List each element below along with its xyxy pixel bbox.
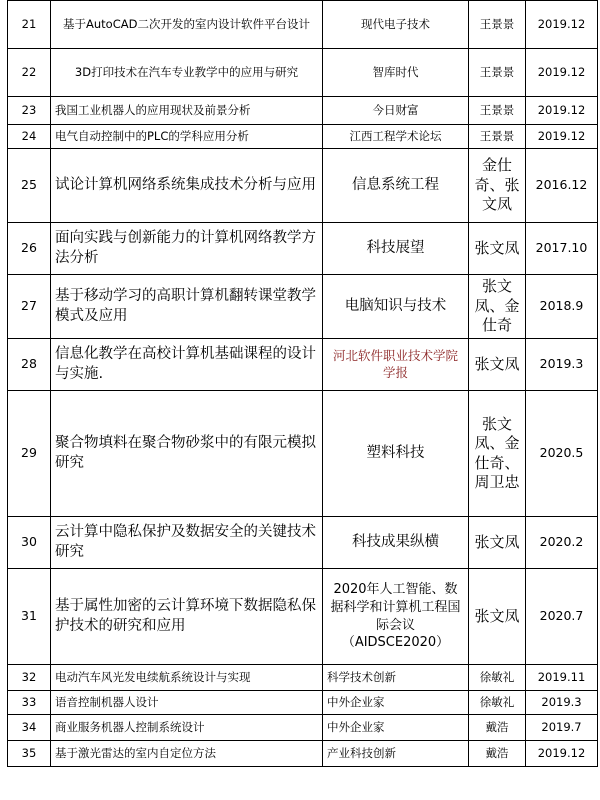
publish-date: 2019.12 bbox=[526, 97, 598, 125]
publish-date: 2019.12 bbox=[526, 741, 598, 767]
table-row bbox=[8, 125, 598, 149]
publish-date: 2019.11 bbox=[526, 665, 598, 691]
author-name: 王景景 bbox=[469, 125, 526, 149]
table-row bbox=[8, 97, 598, 125]
table-row bbox=[8, 391, 598, 517]
journal-name: 塑料科技 bbox=[323, 391, 469, 517]
author-name: 戴浩 bbox=[469, 715, 526, 741]
author-name: 张文凤、金仕奇 bbox=[469, 275, 526, 339]
publish-date: 2018.9 bbox=[526, 275, 598, 339]
row-number: 25 bbox=[8, 149, 51, 223]
row-number: 31 bbox=[8, 569, 51, 665]
row-number: 24 bbox=[8, 125, 51, 149]
author-name: 王景景 bbox=[469, 49, 526, 97]
paper-title: 面向实践与创新能力的计算机网络教学方法分析 bbox=[51, 223, 323, 275]
paper-title: 试论计算机网络系统集成技术分析与应用 bbox=[51, 149, 323, 223]
table-row bbox=[8, 339, 598, 391]
publish-date: 2020.2 bbox=[526, 517, 598, 569]
journal-name: 智库时代 bbox=[323, 49, 469, 97]
paper-title: 基于移动学习的高职计算机翻转课堂教学模式及应用 bbox=[51, 275, 323, 339]
author-name: 张文凤、金仕奇、周卫忠 bbox=[469, 391, 526, 517]
publish-date: 2019.12 bbox=[526, 1, 598, 49]
paper-title: 聚合物填料在聚合物砂浆中的有限元模拟研究 bbox=[51, 391, 323, 517]
paper-title: 电动汽车风光发电续航系统设计与实现 bbox=[51, 665, 323, 691]
publish-date: 2016.12 bbox=[526, 149, 598, 223]
row-number: 21 bbox=[8, 1, 51, 49]
row-number: 27 bbox=[8, 275, 51, 339]
table-row bbox=[8, 517, 598, 569]
row-number: 22 bbox=[8, 49, 51, 97]
author-name: 张文凤 bbox=[469, 569, 526, 665]
row-number: 35 bbox=[8, 741, 51, 767]
paper-title: 商业服务机器人控制系统设计 bbox=[51, 715, 323, 741]
publish-date: 2019.12 bbox=[526, 49, 598, 97]
journal-name: 中外企业家 bbox=[323, 691, 469, 715]
author-name: 王景景 bbox=[469, 1, 526, 49]
journal-name: 科技展望 bbox=[323, 223, 469, 275]
row-number: 26 bbox=[8, 223, 51, 275]
journal-name: 电脑知识与技术 bbox=[323, 275, 469, 339]
journal-name: 产业科技创新 bbox=[323, 741, 469, 767]
row-number: 32 bbox=[8, 665, 51, 691]
journal-name: 中外企业家 bbox=[323, 715, 469, 741]
author-name: 徐敏礼 bbox=[469, 691, 526, 715]
paper-title: 电气自动控制中的PLC的学科应用分析 bbox=[51, 125, 323, 149]
journal-name: 河北软件职业技术学院学报 bbox=[323, 339, 469, 391]
row-number: 29 bbox=[8, 391, 51, 517]
journal-name: 江西工程学术论坛 bbox=[323, 125, 469, 149]
publish-date: 2017.10 bbox=[526, 223, 598, 275]
paper-title: 3D打印技术在汽车专业教学中的应用与研究 bbox=[51, 49, 323, 97]
row-number: 23 bbox=[8, 97, 51, 125]
table-row bbox=[8, 223, 598, 275]
publish-date: 2019.7 bbox=[526, 715, 598, 741]
publish-date: 2020.7 bbox=[526, 569, 598, 665]
table-row bbox=[8, 49, 598, 97]
table-row bbox=[8, 691, 598, 715]
author-name: 张文凤 bbox=[469, 339, 526, 391]
journal-name: 2020年人工智能、数据科学和计算机工程国际会议（AIDSCE2020） bbox=[323, 569, 469, 665]
row-number: 28 bbox=[8, 339, 51, 391]
paper-title: 信息化教学在高校计算机基础课程的设计与实施. bbox=[51, 339, 323, 391]
publish-date: 2020.5 bbox=[526, 391, 598, 517]
author-name: 戴浩 bbox=[469, 741, 526, 767]
publish-date: 2019.3 bbox=[526, 339, 598, 391]
journal-name: 科技成果纵横 bbox=[323, 517, 469, 569]
table-row bbox=[8, 715, 598, 741]
author-name: 徐敏礼 bbox=[469, 665, 526, 691]
table-row bbox=[8, 569, 598, 665]
paper-title: 基于AutoCAD二次开发的室内设计软件平台设计 bbox=[51, 1, 323, 49]
author-name: 张文凤 bbox=[469, 223, 526, 275]
table-row bbox=[8, 275, 598, 339]
publish-date: 2019.3 bbox=[526, 691, 598, 715]
author-name: 金仕奇、张文凤 bbox=[469, 149, 526, 223]
publish-date: 2019.12 bbox=[526, 125, 598, 149]
table-row bbox=[8, 149, 598, 223]
paper-title: 云计算中隐私保护及数据安全的关键技术研究 bbox=[51, 517, 323, 569]
author-name: 王景景 bbox=[469, 97, 526, 125]
paper-title: 基于激光雷达的室内自定位方法 bbox=[51, 741, 323, 767]
journal-name: 今日财富 bbox=[323, 97, 469, 125]
row-number: 34 bbox=[8, 715, 51, 741]
journal-name: 现代电子技术 bbox=[323, 1, 469, 49]
journal-name: 科学技术创新 bbox=[323, 665, 469, 691]
paper-title: 我国工业机器人的应用现状及前景分析 bbox=[51, 97, 323, 125]
author-name: 张文凤 bbox=[469, 517, 526, 569]
row-number: 30 bbox=[8, 517, 51, 569]
paper-title: 语音控制机器人设计 bbox=[51, 691, 323, 715]
row-number: 33 bbox=[8, 691, 51, 715]
table-row bbox=[8, 741, 598, 767]
table-row bbox=[8, 665, 598, 691]
paper-title: 基于属性加密的云计算环境下数据隐私保护技术的研究和应用 bbox=[51, 569, 323, 665]
publications-table bbox=[7, 0, 598, 767]
table-row bbox=[8, 1, 598, 49]
journal-name: 信息系统工程 bbox=[323, 149, 469, 223]
